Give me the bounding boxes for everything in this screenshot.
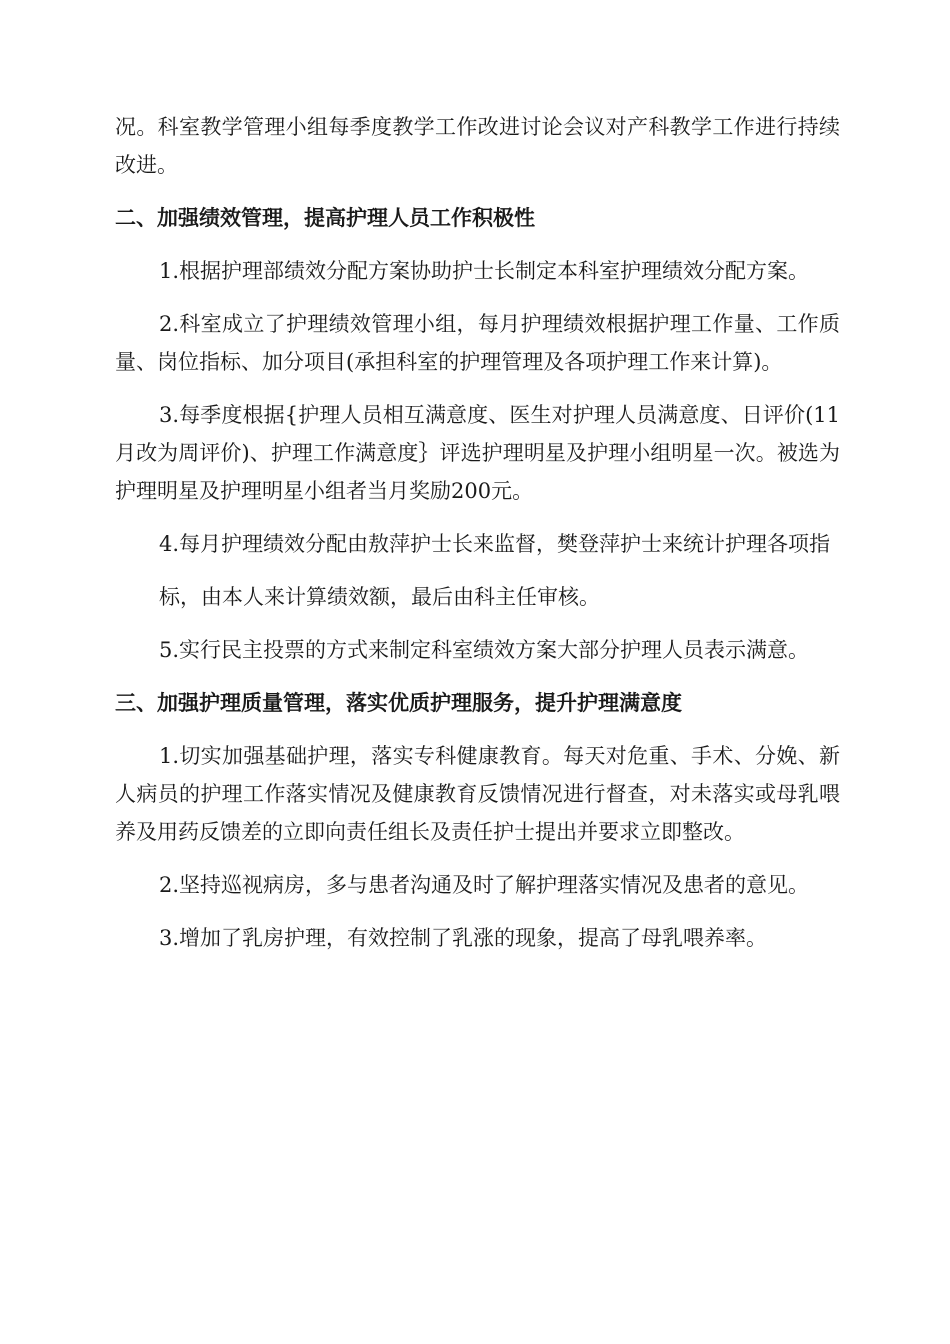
paragraph-2-1: 1.根据护理部绩效分配方案协助护士长制定本科室护理绩效分配方案。: [159, 259, 810, 283]
section-heading-3: 三、加强护理质量管理，落实优质护理服务，提升护理满意度: [115, 691, 682, 715]
paragraph-2-2: 2.科室成立了护理绩效管理小组，每月护理绩效根据护理工作量、工作质量、岗位指标、加分项目(承担科室的护理管理及各项护理工作来计算)。: [115, 312, 840, 374]
paragraph-2-4-continued: 标，由本人来计算绩效额，最后由科主任审核。: [159, 585, 600, 609]
paragraph-3-1: 1.切实加强基础护理，落实专科健康教育。每天对危重、手术、分娩、新人病员的护理工作落实情况及健康教育反馈情况进行督查，对未落实或母乳喂养及用药反馈差的立即向责任组长及责任护士提出并要求立即整改。: [115, 744, 840, 844]
document-body: [115, 108, 840, 972]
section-heading-2: 二、加强绩效管理，提高护理人员工作积极性: [115, 206, 535, 230]
paragraph-2-4: 4.每月护理绩效分配由敖萍护士长来监督，樊登萍护士来统计护理各项指: [159, 532, 831, 556]
paragraph-2-5: 5.实行民主投票的方式来制定科室绩效方案大部分护理人员表示满意。: [159, 638, 810, 662]
paragraph-3-3: 3.增加了乳房护理，有效控制了乳涨的现象，提高了母乳喂养率。: [159, 926, 768, 950]
paragraph-2-3: 3.每季度根据{护理人员相互满意度、医生对护理人员满意度、日评价(11月改为周评价)、护理工作满意度｝评选护理明星及护理小组明星一次。被选为护理明星及护理明星小组者当月奖励200元。: [115, 403, 840, 503]
intro-paragraph: 况。科室教学管理小组每季度教学工作改进讨论会议对产科教学工作进行持续改进。: [115, 115, 840, 177]
paragraph-3-2: 2.坚持巡视病房，多与患者沟通及时了解护理落实情况及患者的意见。: [159, 873, 810, 897]
